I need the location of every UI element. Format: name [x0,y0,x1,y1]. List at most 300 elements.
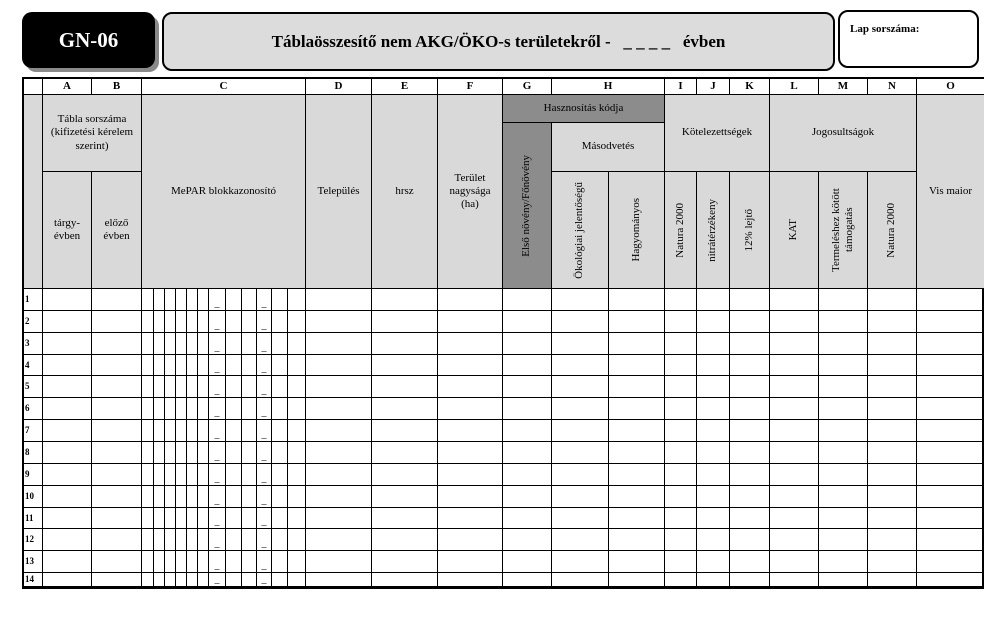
mepar-digit-cell[interactable] [187,333,198,355]
mepar-digit-cell[interactable] [257,508,272,530]
cell-k[interactable] [730,311,770,333]
cell-m[interactable] [819,333,868,355]
mepar-digit-cell[interactable] [154,398,165,420]
cell-a[interactable] [43,486,92,508]
mepar-digit-cell[interactable] [176,464,187,486]
cell-n[interactable] [868,420,917,442]
cell-f[interactable] [438,311,503,333]
cell-a[interactable] [43,289,92,311]
cell-o[interactable] [917,486,984,508]
cell-b[interactable] [92,376,142,398]
cell-j[interactable] [697,442,730,464]
mepar-digit-cell[interactable] [154,529,165,551]
mepar-digit-cell[interactable] [226,551,242,573]
mepar-digit-cell[interactable] [176,333,187,355]
mepar-digit-cell[interactable] [176,376,187,398]
cell-j[interactable] [697,464,730,486]
mepar-digit-cell[interactable] [257,486,272,508]
cell-g[interactable] [503,529,552,551]
mepar-digit-cell[interactable] [288,398,306,420]
cell-f[interactable] [438,289,503,311]
cell-o[interactable] [917,289,984,311]
cell-l[interactable] [770,311,819,333]
cell-h2[interactable] [609,464,665,486]
cell-h1[interactable] [552,333,609,355]
cell-l[interactable] [770,529,819,551]
cell-n[interactable] [868,529,917,551]
mepar-digit-cell[interactable] [272,376,288,398]
mepar-digit-cell[interactable] [209,355,226,377]
cell-o[interactable] [917,464,984,486]
cell-l[interactable] [770,398,819,420]
mepar-digit-cell[interactable] [154,486,165,508]
cell-b[interactable] [92,311,142,333]
mepar-digit-cell[interactable] [242,464,257,486]
mepar-digit-cell[interactable] [165,529,176,551]
cell-f[interactable] [438,355,503,377]
cell-n[interactable] [868,398,917,420]
mepar-digit-cell[interactable] [198,551,209,573]
mepar-digit-cell[interactable] [187,398,198,420]
page-number-box[interactable] [838,10,979,68]
cell-g[interactable] [503,355,552,377]
mepar-digit-cell[interactable] [187,551,198,573]
cell-e[interactable] [372,442,438,464]
cell-h1[interactable] [552,376,609,398]
mepar-digit-cell[interactable] [198,355,209,377]
cell-o[interactable] [917,355,984,377]
cell-e[interactable] [372,529,438,551]
cell-d[interactable] [306,376,372,398]
cell-l[interactable] [770,289,819,311]
mepar-digit-cell[interactable] [209,333,226,355]
mepar-digit-cell[interactable] [187,508,198,530]
mepar-digit-cell[interactable] [226,486,242,508]
mepar-digit-cell[interactable] [176,573,187,587]
mepar-digit-cell[interactable] [165,398,176,420]
mepar-digit-cell[interactable] [226,420,242,442]
cell-j[interactable] [697,486,730,508]
cell-i[interactable] [665,376,697,398]
cell-o[interactable] [917,442,984,464]
mepar-digit-cell[interactable] [187,442,198,464]
cell-j[interactable] [697,398,730,420]
cell-e[interactable] [372,486,438,508]
mepar-digit-cell[interactable] [288,486,306,508]
cell-j[interactable] [697,311,730,333]
cell-h1[interactable] [552,529,609,551]
cell-i[interactable] [665,420,697,442]
cell-h2[interactable] [609,355,665,377]
cell-h1[interactable] [552,486,609,508]
cell-h2[interactable] [609,573,665,587]
cell-g[interactable] [503,442,552,464]
cell-m[interactable] [819,573,868,587]
cell-m[interactable] [819,486,868,508]
mepar-digit-cell[interactable] [209,486,226,508]
mepar-digit-cell[interactable] [257,464,272,486]
cell-i[interactable] [665,442,697,464]
cell-j[interactable] [697,551,730,573]
mepar-digit-cell[interactable] [242,376,257,398]
cell-m[interactable] [819,398,868,420]
cell-d[interactable] [306,508,372,530]
cell-d[interactable] [306,420,372,442]
cell-d[interactable] [306,333,372,355]
mepar-digit-cell[interactable] [198,529,209,551]
mepar-digit-cell[interactable] [242,442,257,464]
cell-h2[interactable] [609,486,665,508]
cell-n[interactable] [868,289,917,311]
mepar-digit-cell[interactable] [226,508,242,530]
cell-h2[interactable] [609,289,665,311]
cell-g[interactable] [503,464,552,486]
mepar-digit-cell[interactable] [176,420,187,442]
mepar-digit-cell[interactable] [198,376,209,398]
mepar-digit-cell[interactable] [142,333,154,355]
cell-l[interactable] [770,333,819,355]
mepar-digit-cell[interactable] [209,508,226,530]
mepar-digit-cell[interactable] [242,529,257,551]
mepar-digit-cell[interactable] [176,289,187,311]
mepar-digit-cell[interactable] [226,398,242,420]
cell-a[interactable] [43,376,92,398]
cell-d[interactable] [306,311,372,333]
mepar-digit-cell[interactable] [165,464,176,486]
mepar-digit-cell[interactable] [187,355,198,377]
mepar-digit-cell[interactable] [154,573,165,587]
cell-k[interactable] [730,573,770,587]
cell-f[interactable] [438,551,503,573]
cell-a[interactable] [43,464,92,486]
cell-l[interactable] [770,508,819,530]
mepar-digit-cell[interactable] [272,355,288,377]
mepar-digit-cell[interactable] [209,311,226,333]
cell-j[interactable] [697,529,730,551]
cell-i[interactable] [665,529,697,551]
cell-n[interactable] [868,464,917,486]
cell-i[interactable] [665,464,697,486]
mepar-digit-cell[interactable] [142,508,154,530]
cell-n[interactable] [868,333,917,355]
cell-l[interactable] [770,464,819,486]
mepar-digit-cell[interactable] [257,355,272,377]
mepar-digit-cell[interactable] [142,311,154,333]
cell-f[interactable] [438,529,503,551]
mepar-digit-cell[interactable] [198,311,209,333]
cell-a[interactable] [43,551,92,573]
mepar-digit-cell[interactable] [257,529,272,551]
cell-b[interactable] [92,529,142,551]
cell-m[interactable] [819,508,868,530]
mepar-digit-cell[interactable] [288,464,306,486]
mepar-digit-cell[interactable] [142,486,154,508]
cell-h1[interactable] [552,398,609,420]
mepar-digit-cell[interactable] [209,529,226,551]
mepar-digit-cell[interactable] [187,529,198,551]
cell-l[interactable] [770,420,819,442]
cell-e[interactable] [372,420,438,442]
mepar-digit-cell[interactable] [272,486,288,508]
mepar-digit-cell[interactable] [142,442,154,464]
cell-n[interactable] [868,355,917,377]
cell-d[interactable] [306,398,372,420]
cell-g[interactable] [503,376,552,398]
cell-a[interactable] [43,508,92,530]
cell-h2[interactable] [609,420,665,442]
cell-e[interactable] [372,333,438,355]
cell-m[interactable] [819,442,868,464]
cell-d[interactable] [306,355,372,377]
mepar-digit-cell[interactable] [165,289,176,311]
cell-e[interactable] [372,398,438,420]
mepar-digit-cell[interactable] [142,573,154,587]
cell-g[interactable] [503,573,552,587]
mepar-digit-cell[interactable] [176,529,187,551]
cell-i[interactable] [665,289,697,311]
cell-k[interactable] [730,355,770,377]
cell-k[interactable] [730,464,770,486]
mepar-digit-cell[interactable] [187,376,198,398]
mepar-digit-cell[interactable] [176,311,187,333]
cell-h2[interactable] [609,398,665,420]
mepar-digit-cell[interactable] [209,464,226,486]
cell-m[interactable] [819,420,868,442]
mepar-digit-cell[interactable] [198,442,209,464]
cell-b[interactable] [92,464,142,486]
cell-k[interactable] [730,442,770,464]
mepar-digit-cell[interactable] [288,420,306,442]
mepar-digit-cell[interactable] [288,508,306,530]
cell-g[interactable] [503,333,552,355]
cell-b[interactable] [92,486,142,508]
mepar-digit-cell[interactable] [242,333,257,355]
cell-h2[interactable] [609,442,665,464]
cell-g[interactable] [503,311,552,333]
mepar-digit-cell[interactable] [187,464,198,486]
cell-f[interactable] [438,376,503,398]
cell-b[interactable] [92,355,142,377]
mepar-digit-cell[interactable] [272,551,288,573]
mepar-digit-cell[interactable] [198,486,209,508]
mepar-digit-cell[interactable] [226,311,242,333]
cell-a[interactable] [43,311,92,333]
cell-d[interactable] [306,529,372,551]
mepar-digit-cell[interactable] [288,529,306,551]
mepar-digit-cell[interactable] [242,355,257,377]
cell-k[interactable] [730,333,770,355]
cell-o[interactable] [917,376,984,398]
cell-h2[interactable] [609,376,665,398]
mepar-digit-cell[interactable] [165,420,176,442]
mepar-digit-cell[interactable] [257,311,272,333]
cell-l[interactable] [770,573,819,587]
mepar-digit-cell[interactable] [142,376,154,398]
cell-i[interactable] [665,333,697,355]
mepar-digit-cell[interactable] [154,355,165,377]
cell-g[interactable] [503,398,552,420]
cell-f[interactable] [438,333,503,355]
cell-o[interactable] [917,420,984,442]
mepar-digit-cell[interactable] [187,289,198,311]
cell-j[interactable] [697,573,730,587]
cell-a[interactable] [43,355,92,377]
cell-h1[interactable] [552,355,609,377]
mepar-digit-cell[interactable] [209,376,226,398]
cell-j[interactable] [697,508,730,530]
cell-l[interactable] [770,551,819,573]
cell-i[interactable] [665,398,697,420]
mepar-digit-cell[interactable] [154,289,165,311]
mepar-digit-cell[interactable] [154,420,165,442]
cell-h2[interactable] [609,508,665,530]
mepar-digit-cell[interactable] [165,311,176,333]
cell-i[interactable] [665,551,697,573]
mepar-digit-cell[interactable] [187,573,198,587]
cell-d[interactable] [306,573,372,587]
mepar-digit-cell[interactable] [154,376,165,398]
mepar-digit-cell[interactable] [226,442,242,464]
cell-o[interactable] [917,311,984,333]
cell-n[interactable] [868,486,917,508]
cell-d[interactable] [306,289,372,311]
cell-l[interactable] [770,486,819,508]
mepar-digit-cell[interactable] [226,355,242,377]
mepar-digit-cell[interactable] [142,289,154,311]
cell-k[interactable] [730,529,770,551]
cell-g[interactable] [503,551,552,573]
mepar-digit-cell[interactable] [226,464,242,486]
mepar-digit-cell[interactable] [165,333,176,355]
cell-j[interactable] [697,420,730,442]
mepar-digit-cell[interactable] [165,376,176,398]
mepar-digit-cell[interactable] [154,333,165,355]
cell-g[interactable] [503,289,552,311]
mepar-digit-cell[interactable] [272,573,288,587]
mepar-digit-cell[interactable] [257,398,272,420]
mepar-digit-cell[interactable] [257,573,272,587]
mepar-digit-cell[interactable] [209,289,226,311]
mepar-digit-cell[interactable] [209,442,226,464]
mepar-digit-cell[interactable] [272,289,288,311]
cell-n[interactable] [868,376,917,398]
cell-m[interactable] [819,289,868,311]
mepar-digit-cell[interactable] [257,442,272,464]
cell-n[interactable] [868,442,917,464]
cell-o[interactable] [917,573,984,587]
cell-a[interactable] [43,420,92,442]
mepar-digit-cell[interactable] [272,398,288,420]
cell-e[interactable] [372,508,438,530]
cell-m[interactable] [819,311,868,333]
mepar-digit-cell[interactable] [242,573,257,587]
mepar-digit-cell[interactable] [288,573,306,587]
cell-j[interactable] [697,355,730,377]
mepar-digit-cell[interactable] [198,573,209,587]
mepar-digit-cell[interactable] [165,573,176,587]
mepar-digit-cell[interactable] [154,442,165,464]
mepar-digit-cell[interactable] [288,289,306,311]
mepar-digit-cell[interactable] [165,508,176,530]
cell-a[interactable] [43,333,92,355]
cell-h1[interactable] [552,573,609,587]
mepar-digit-cell[interactable] [288,551,306,573]
cell-o[interactable] [917,551,984,573]
cell-k[interactable] [730,420,770,442]
mepar-digit-cell[interactable] [288,311,306,333]
mepar-digit-cell[interactable] [198,420,209,442]
cell-e[interactable] [372,551,438,573]
mepar-digit-cell[interactable] [187,420,198,442]
cell-b[interactable] [92,333,142,355]
cell-f[interactable] [438,442,503,464]
mepar-digit-cell[interactable] [154,508,165,530]
mepar-digit-cell[interactable] [176,442,187,464]
cell-o[interactable] [917,333,984,355]
cell-d[interactable] [306,551,372,573]
cell-h1[interactable] [552,551,609,573]
mepar-digit-cell[interactable] [257,551,272,573]
mepar-digit-cell[interactable] [288,333,306,355]
cell-l[interactable] [770,442,819,464]
cell-n[interactable] [868,551,917,573]
mepar-digit-cell[interactable] [242,551,257,573]
cell-i[interactable] [665,573,697,587]
cell-b[interactable] [92,508,142,530]
mepar-digit-cell[interactable] [176,508,187,530]
cell-h1[interactable] [552,508,609,530]
cell-b[interactable] [92,289,142,311]
cell-d[interactable] [306,442,372,464]
cell-k[interactable] [730,508,770,530]
cell-e[interactable] [372,464,438,486]
mepar-digit-cell[interactable] [242,311,257,333]
mepar-digit-cell[interactable] [257,289,272,311]
cell-f[interactable] [438,464,503,486]
mepar-digit-cell[interactable] [142,355,154,377]
cell-g[interactable] [503,508,552,530]
mepar-digit-cell[interactable] [288,355,306,377]
cell-b[interactable] [92,398,142,420]
cell-k[interactable] [730,376,770,398]
cell-b[interactable] [92,420,142,442]
cell-b[interactable] [92,551,142,573]
cell-i[interactable] [665,486,697,508]
cell-b[interactable] [92,442,142,464]
cell-j[interactable] [697,289,730,311]
mepar-digit-cell[interactable] [154,464,165,486]
mepar-digit-cell[interactable] [154,551,165,573]
mepar-digit-cell[interactable] [198,398,209,420]
cell-n[interactable] [868,573,917,587]
cell-f[interactable] [438,420,503,442]
mepar-digit-cell[interactable] [165,355,176,377]
mepar-digit-cell[interactable] [142,551,154,573]
mepar-digit-cell[interactable] [165,486,176,508]
mepar-digit-cell[interactable] [165,551,176,573]
mepar-digit-cell[interactable] [226,333,242,355]
mepar-digit-cell[interactable] [272,420,288,442]
cell-f[interactable] [438,573,503,587]
mepar-digit-cell[interactable] [176,398,187,420]
mepar-digit-cell[interactable] [288,376,306,398]
mepar-digit-cell[interactable] [187,486,198,508]
cell-m[interactable] [819,551,868,573]
cell-k[interactable] [730,289,770,311]
mepar-digit-cell[interactable] [198,289,209,311]
mepar-digit-cell[interactable] [272,311,288,333]
mepar-digit-cell[interactable] [154,311,165,333]
